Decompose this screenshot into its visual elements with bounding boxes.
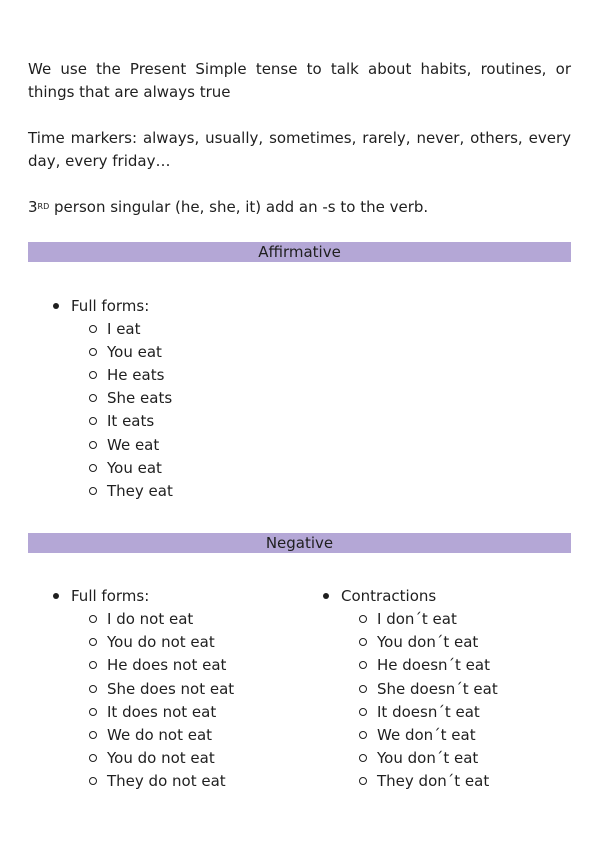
- list-item-text: You do not eat: [107, 749, 215, 768]
- list-item-text: It eats: [107, 412, 155, 431]
- third-person-number: 3: [28, 198, 38, 216]
- circle-bullet-icon: [89, 464, 97, 472]
- circle-bullet-icon: [89, 325, 97, 333]
- list-item: [298, 608, 571, 631]
- list-item: [298, 700, 571, 723]
- list-item-text: I eat: [107, 319, 141, 338]
- circle-bullet-icon: [89, 348, 97, 356]
- circle-bullet-icon: [89, 487, 97, 495]
- third-person-paragraph: [28, 196, 571, 219]
- list-item: [28, 747, 298, 770]
- circle-bullet-icon: [89, 615, 97, 623]
- list-item: [28, 317, 571, 340]
- list-item: [28, 585, 298, 608]
- negative-full-forms-list: [28, 585, 298, 794]
- list-item: [28, 654, 298, 677]
- full-forms-label: Full forms:: [71, 587, 150, 605]
- circle-bullet-icon: [359, 731, 367, 739]
- time-markers-paragraph: Time markers: always, usually, sometimes, rarely, never, others, every day, every friday…: [28, 129, 571, 170]
- third-person-text: person singular (he, she, it) add an -s to the verb.: [49, 198, 429, 216]
- list-item: [298, 723, 571, 746]
- list-item-text: She doesn´t eat: [377, 679, 498, 698]
- list-item: [28, 677, 298, 700]
- intro-paragraph: We use the Present Simple tense to talk about habits, routines, or things that are always true: [28, 60, 571, 101]
- list-item-text: I don´t eat: [377, 610, 457, 629]
- list-item-text: I do not eat: [107, 610, 194, 629]
- list-item: [28, 479, 571, 502]
- circle-bullet-icon: [89, 777, 97, 785]
- bullet-icon: [53, 303, 59, 309]
- list-item-text: We don´t eat: [377, 726, 476, 745]
- circle-bullet-icon: [89, 661, 97, 669]
- list-item: [298, 631, 571, 654]
- third-person-superscript: RD: [37, 202, 50, 211]
- negative-contractions-list: [298, 585, 571, 794]
- list-item: [28, 340, 571, 363]
- list-item-text: They eat: [107, 481, 173, 500]
- circle-bullet-icon: [89, 685, 97, 693]
- list-item-text: You don´t eat: [377, 749, 479, 768]
- circle-bullet-icon: [359, 638, 367, 646]
- circle-bullet-icon: [359, 685, 367, 693]
- list-item-text: They don´t eat: [377, 772, 490, 791]
- list-item: [28, 770, 298, 793]
- negative-lists: [28, 585, 571, 794]
- contractions-label: Contractions: [341, 587, 437, 605]
- list-item-text: She does not eat: [107, 679, 235, 698]
- list-item-text: It doesn´t eat: [377, 702, 480, 721]
- list-item-text: He doesn´t eat: [377, 656, 490, 675]
- list-item-text: You eat: [107, 342, 162, 361]
- circle-bullet-icon: [89, 441, 97, 449]
- circle-bullet-icon: [89, 731, 97, 739]
- circle-bullet-icon: [89, 638, 97, 646]
- list-item: [28, 410, 571, 433]
- list-item: [28, 608, 298, 631]
- list-item: [28, 700, 298, 723]
- circle-bullet-icon: [359, 661, 367, 669]
- negative-heading: Negative: [28, 533, 571, 553]
- circle-bullet-icon: [89, 394, 97, 402]
- list-item: [28, 456, 571, 479]
- list-item-text: You don´t eat: [377, 633, 479, 652]
- list-item-text: They do not eat: [107, 772, 226, 791]
- list-item: [28, 723, 298, 746]
- circle-bullet-icon: [89, 417, 97, 425]
- list-item: [28, 294, 571, 317]
- list-item: [28, 631, 298, 654]
- list-item: [28, 363, 571, 386]
- circle-bullet-icon: [89, 371, 97, 379]
- document-page: [28, 58, 571, 793]
- list-item-text: You do not eat: [107, 633, 215, 652]
- list-item: [298, 677, 571, 700]
- list-item: [298, 585, 571, 608]
- list-item-text: We eat: [107, 435, 160, 454]
- list-item: [28, 387, 571, 410]
- list-item: [298, 654, 571, 677]
- list-item-text: We do not eat: [107, 726, 213, 745]
- list-item: [298, 747, 571, 770]
- affirmative-heading: Affirmative: [28, 242, 571, 262]
- bullet-icon: [53, 593, 59, 599]
- affirmative-list: [28, 294, 571, 503]
- circle-bullet-icon: [359, 754, 367, 762]
- list-item: [28, 433, 571, 456]
- list-item-text: She eats: [107, 389, 173, 408]
- bullet-icon: [323, 593, 329, 599]
- list-item-text: He eats: [107, 365, 165, 384]
- list-item: [298, 770, 571, 793]
- full-forms-label: Full forms:: [71, 296, 150, 315]
- circle-bullet-icon: [359, 615, 367, 623]
- circle-bullet-icon: [89, 708, 97, 716]
- list-item-text: It does not eat: [107, 702, 217, 721]
- circle-bullet-icon: [359, 708, 367, 716]
- circle-bullet-icon: [359, 777, 367, 785]
- list-item-text: You eat: [107, 458, 162, 477]
- list-item-text: He does not eat: [107, 656, 227, 675]
- circle-bullet-icon: [89, 754, 97, 762]
